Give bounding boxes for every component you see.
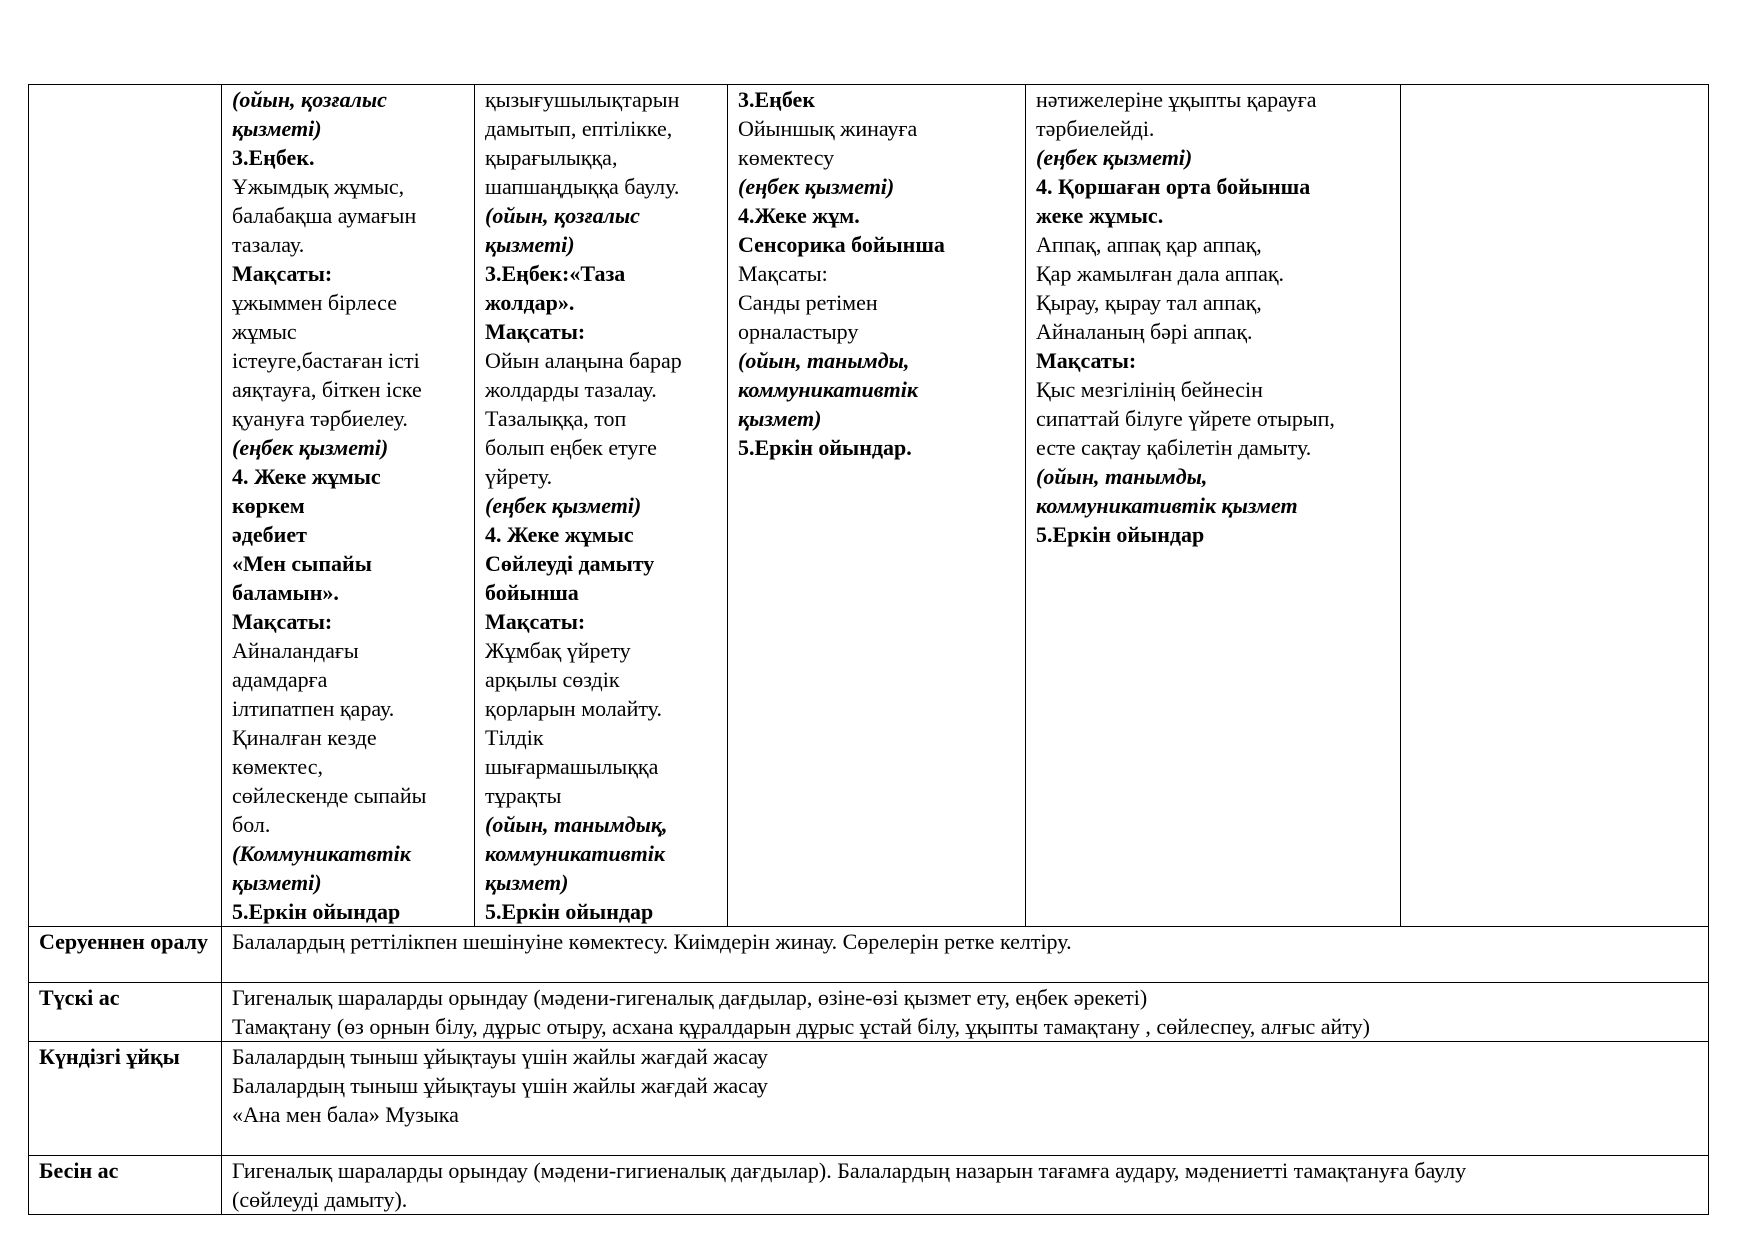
cell-text-line: көркем [232,493,305,518]
cell-text-line: Сенсорика бойынша [738,232,945,257]
table-row [29,983,1709,1042]
cell-text-line: (еңбек қызметі) [232,435,389,460]
cell-text-line: бол. [232,812,271,837]
row-label: Бесін ас [29,1156,222,1215]
cell-text-line: орналастыру [738,319,859,344]
cell-text-line: бойынша [485,580,579,605]
cell-text-line: дамытып, ептілікке, [485,116,673,141]
cell-text-line: істеуге,бастаған істі [232,348,420,373]
row-label: Күндізгі ұйқы [29,1042,222,1156]
cell-text-line: жолдар». [485,290,575,315]
cell-text-line: нәтижелеріне ұқыпты қарауға [1036,87,1317,112]
cell-text-line: коммуникативтік қызмет [1036,493,1298,518]
row-content [222,1042,1709,1156]
row-text-line: Балалардың тыныш ұйықтауы үшін жайлы жағдай жасау [232,1073,768,1098]
cell-text-line: коммуникативтік [738,377,918,402]
cell-text-line: Мақсаты: [232,261,333,286]
cell-text-line: (еңбек қызметі) [1036,145,1193,170]
cell-text-line: әдебиет [232,522,307,547]
cell-text-line: (ойын, танымды, [738,348,910,373]
cell-text-line: Тазалыққа, топ [485,406,627,431]
table-row [29,1042,1709,1156]
row-text-line: Гигеналық шараларды орындау (мәдени-гигиеналық дағдылар). Балалардың назарын тағамға аудару, мәдениетті тамақтануға баулу [232,1158,1467,1183]
row-label: Түскі ас [29,983,222,1042]
cell-text-line: (еңбек қызметі) [485,493,642,518]
cell-text-line: аяқтауға, біткен іске [232,377,422,402]
cell-text-line: үйрету. [485,464,553,489]
row-content [222,927,1709,983]
cell-text-line: 4. Жеке жұмыс [485,522,634,547]
cell-text-line: Қыс мезгілінің бейнесін [1036,377,1263,402]
cell-text-line: (еңбек қызметі) [738,174,895,199]
row-text-line: Гигеналық шараларды орындау (мәдени-гигеналық дағдылар, өзіне-өзі қызмет ету, еңбек әрекеті) [232,985,1148,1010]
cell-text-line: Мақсаты: [1036,348,1137,373]
cell-text-line: 5.Еркін ойындар [485,899,654,924]
day-cell-5-empty [1401,85,1709,927]
cell-text-line: тәрбиелейді. [1036,116,1155,141]
cell-text-line: Сөйлеуді дамыту [485,551,655,576]
cell-text-line: 5.Еркін ойындар [1036,522,1205,547]
cell-text-line: көмектесу [738,145,835,170]
cell-text-line: Қиналған кезде [232,725,377,750]
cell-text-line: қуануға тәрбиелеу. [232,406,408,431]
cell-text-line: 4.Жеке жұм. [738,203,860,228]
cell-text-line: сөйлескенде сыпайы [232,783,427,808]
cell-text-line: шығармашылыққа [485,754,659,779]
cell-text-line: адамдарға [232,667,328,692]
cell-text-line: Жұмбақ үйрету [485,638,631,663]
cell-text-line: қызметі) [232,870,322,895]
day-cell-4 [1026,85,1401,927]
cell-text-line: қызмет) [738,406,822,431]
cell-text-line: Ойыншық жинауға [738,116,918,141]
table-row [29,927,1709,983]
cell-text-line: көмектес, [232,754,323,779]
cell-text-line: Ұжымдық жұмыс, [232,174,405,199]
cell-text-line: 4. Қоршаған орта бойынша [1036,174,1311,199]
cell-text-line: арқылы сөздік [485,667,620,692]
day-cell-3 [728,85,1026,927]
cell-text-line: (ойын, қозғалыс [485,203,640,228]
cell-text-line: тазалау. [232,232,305,257]
row-text-line: Балалардың тыныш ұйықтауы үшін жайлы жағдай жасау [232,1044,768,1069]
cell-text-line: ұжыммен бірлесе [232,290,397,315]
cell-text-line: Мақсаты: [738,261,828,286]
cell-text-line: 3.Еңбек. [232,145,315,170]
cell-text-line: Айналаның бәрі аппақ. [1036,319,1253,344]
cell-text-line: 3.Еңбек:«Таза [485,261,626,286]
row-text-line: «Ана мен бала» Музыка [232,1102,459,1127]
cell-text-line: тұрақты [485,783,562,808]
cell-text-line: сипаттай білуге үйрете отырып, [1036,406,1335,431]
cell-text-line: (ойын, танымды, [1036,464,1208,489]
cell-text-line: коммуникативтік [485,841,665,866]
row-text-line: Балалардың реттілікпен шешінуіне көмектесу. Киімдерін жинау. Сөрелерін ретке келтіру. [232,929,1072,954]
cell-text-line: Тілдік [485,725,544,750]
cell-text-line: есте сақтау қабілетін дамыту. [1036,435,1312,460]
cell-text-line: 4. Жеке жұмыс [232,464,381,489]
row-text-line: (сөйлеуді дамыту). [232,1187,408,1212]
day-cell-1 [222,85,475,927]
cell-text-line: шапшаңдыққа баулу. [485,174,680,199]
row-content [222,1156,1709,1215]
cell-text-line: 5.Еркін ойындар. [738,435,912,460]
cell-text-line: Қырау, қырау тал аппақ, [1036,290,1262,315]
row-text-line: Тамақтану (өз орнын білу, дұрыс отыру, асхана құралдарын дұрыс ұстай білу, ұқыпты тамақтану , сөйлеспеу, алғыс айту) [232,1014,1370,1039]
cell-text-line: қорларын молайту. [485,696,662,721]
daily-plan-table [28,84,1709,1215]
cell-text-line: болып еңбек етуге [485,435,657,460]
cell-text-line: (ойын, танымдық, [485,812,668,837]
cell-text-line: қызметі) [232,116,322,141]
cell-text-line: Санды ретімен [738,290,878,315]
cell-text-line: жеке жұмыс. [1036,203,1164,228]
table-row [29,1156,1709,1215]
cell-text-line: қызмет) [485,870,569,895]
cell-text-line: жолдарды тазалау. [485,377,657,402]
cell-text-line: 5.Еркін ойындар [232,899,401,924]
cell-text-line: жұмыс [232,319,297,344]
cell-text-line: балабақша аумағын [232,203,417,228]
cell-text-line: Қар жамылған дала аппақ. [1036,261,1285,286]
cell-text-line: Мақсаты: [485,609,586,634]
cell-text-line: қызығушылықтарын [485,87,680,112]
cell-text-line: (Коммуникатвтік [232,841,411,866]
cell-text-line: Аппақ, аппақ қар аппақ, [1036,232,1262,257]
row-content [222,983,1709,1042]
cell-text-line: Айналандағы [232,638,359,663]
day-cell-2 [475,85,728,927]
cell-text-line: Мақсаты: [485,319,586,344]
cell-text-line: баламын». [232,580,339,605]
row-label-cell-empty [29,85,222,927]
cell-text-line: «Мен сыпайы [232,551,372,576]
walk-activities-row [29,85,1709,927]
cell-text-line: (ойын, қозғалыс [232,87,387,112]
cell-text-line: Мақсаты: [232,609,333,634]
row-label: Серуеннен оралу [29,927,222,983]
cell-text-line: 3.Еңбек [738,87,815,112]
cell-text-line: ілтипатпен қарау. [232,696,395,721]
cell-text-line: қызметі) [485,232,575,257]
cell-text-line: Ойын алаңына барар [485,348,682,373]
cell-text-line: қырағылыққа, [485,145,618,170]
